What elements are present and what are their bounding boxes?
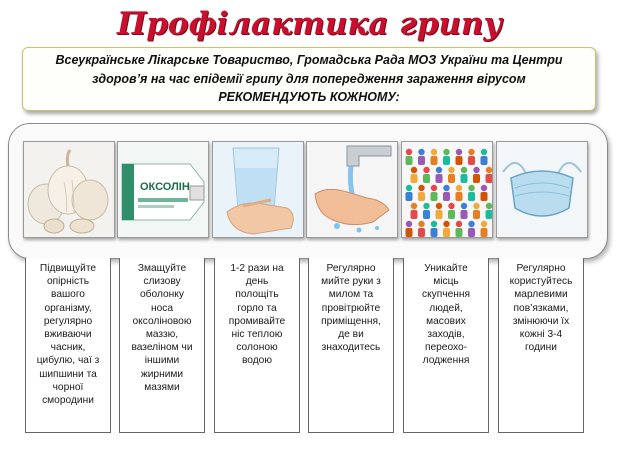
tip-line: цибулю, чаї з	[36, 355, 100, 367]
tip-line: регулярно	[43, 315, 93, 327]
tip-line: мийте руки з	[321, 276, 381, 288]
person-body	[448, 210, 455, 219]
person-head	[418, 185, 424, 191]
person-body	[461, 210, 468, 219]
tip-line: жирними	[140, 368, 184, 380]
person-head	[431, 149, 437, 155]
banner-line-1: Всеукраїнське Лікарське Товариство, Громадська Рада МОЗ України та Центри	[55, 53, 563, 67]
person-head	[406, 149, 412, 155]
person-body	[406, 156, 413, 165]
person-body	[411, 174, 418, 183]
person-head	[411, 203, 417, 209]
ointment-card	[117, 141, 209, 238]
tip-line: вашого	[51, 289, 85, 301]
oxolin-ointment-icon	[118, 142, 208, 237]
person-head	[423, 167, 429, 173]
tip-line: слизову	[143, 276, 181, 288]
person-head	[443, 221, 449, 227]
face-mask-icon	[497, 142, 587, 237]
tip-line: смородини	[42, 395, 94, 407]
recommendation-banner	[22, 47, 596, 111]
person-body	[468, 156, 475, 165]
tip-line: полощіть	[235, 289, 279, 301]
person-body	[481, 192, 488, 201]
person-head	[481, 221, 487, 227]
banner-line-3: РЕКОМЕНДУЮТЬ КОЖНОМУ:	[218, 90, 400, 104]
person-body	[456, 192, 463, 201]
tip-line: пов’язками,	[513, 302, 569, 314]
tip-line: приміщення,	[321, 315, 381, 327]
tip-line: вазеліном чи	[131, 342, 193, 354]
tip-line: день	[245, 276, 269, 288]
tip-line: Регулярно	[326, 263, 376, 274]
person-head	[473, 203, 479, 209]
person-head	[448, 203, 454, 209]
tip-column-1	[25, 258, 111, 433]
person-head	[448, 167, 454, 173]
person-body	[486, 210, 493, 219]
person-body	[473, 210, 480, 219]
person-head	[443, 149, 449, 155]
person-body	[481, 156, 488, 165]
person-head	[443, 185, 449, 191]
person-body	[423, 210, 430, 219]
person-head	[468, 149, 474, 155]
person-head	[418, 221, 424, 227]
person-body	[461, 174, 468, 183]
person-head	[436, 167, 442, 173]
person-body	[436, 210, 443, 219]
tip-line: 1-2 рази на	[230, 263, 284, 274]
person-head	[406, 185, 412, 191]
tip-line: людей,	[429, 302, 463, 314]
ointment-label: ОКСОЛІН	[140, 181, 190, 193]
tip-line: місць	[433, 276, 459, 288]
tip-line: горло та	[237, 302, 277, 314]
person-body	[473, 174, 480, 183]
tip-line: масових	[426, 315, 466, 327]
person-head	[423, 203, 429, 209]
person-body	[431, 192, 438, 201]
person-head	[461, 203, 467, 209]
person-head	[468, 185, 474, 191]
tip-line: Уникайте	[424, 263, 468, 274]
tip-line: знаходитесь	[321, 342, 381, 354]
person-head	[456, 221, 462, 227]
tip-line: скупчення	[421, 289, 471, 301]
person-body	[443, 192, 450, 201]
tip-line: носа	[150, 302, 174, 314]
tip-column-6	[498, 258, 584, 433]
tip-line: солоною	[236, 342, 278, 354]
tip-line: часник,	[50, 342, 86, 354]
person-body	[406, 228, 413, 237]
person-head	[411, 167, 417, 173]
person-head	[481, 149, 487, 155]
tip-line: користуйтесь	[509, 276, 573, 288]
person-body	[406, 192, 413, 201]
person-head	[486, 203, 492, 209]
tip-line: оксоліновою	[132, 315, 192, 327]
person-body	[443, 228, 450, 237]
person-body	[448, 174, 455, 183]
tip-line: організму,	[44, 302, 92, 314]
tip-column-2	[119, 258, 205, 433]
tip-column-4	[308, 258, 394, 433]
person-body	[468, 192, 475, 201]
tip-line: промивайте	[228, 315, 286, 327]
tip-line: провітрюйте	[321, 302, 381, 314]
tip-line: вживаючи	[44, 329, 92, 341]
page-title: Профілактика грипу	[116, 6, 503, 42]
person-body	[468, 228, 475, 237]
tip-line: чорної	[52, 381, 84, 393]
tip-column-5	[403, 258, 489, 433]
person-head	[456, 149, 462, 155]
crowd-icon	[402, 142, 492, 237]
person-head	[431, 221, 437, 227]
person-body	[431, 156, 438, 165]
garlic-icon	[24, 142, 114, 237]
handwash-card	[306, 141, 398, 238]
person-head	[461, 167, 467, 173]
person-body	[436, 174, 443, 183]
tip-line: іншими	[144, 355, 180, 367]
tip-line: марлевими	[514, 289, 568, 301]
person-body	[443, 156, 450, 165]
person-body	[456, 156, 463, 165]
person-body	[486, 174, 493, 183]
tip-line: Змащуйте	[137, 263, 187, 274]
person-body	[481, 228, 488, 237]
tip-line: кожні 3-4	[519, 329, 563, 341]
glass-of-water-icon	[213, 142, 303, 237]
mask-card	[496, 141, 588, 238]
person-head	[481, 185, 487, 191]
person-head	[406, 221, 412, 227]
tip-line: мазями	[144, 381, 180, 393]
person-body	[431, 228, 438, 237]
banner-line-2: здоров’я на час епідемії грипу для попередження зараження вірусом	[92, 71, 526, 86]
tip-line: де ви	[338, 329, 364, 341]
person-body	[418, 228, 425, 237]
tip-line: опірність	[46, 276, 90, 288]
tip-line: оболонку	[140, 289, 184, 301]
person-head	[456, 185, 462, 191]
hand-washing-icon	[307, 142, 397, 237]
garlic-card	[23, 141, 115, 238]
tip-line: лодження	[422, 355, 470, 367]
tip-line: заходів,	[427, 329, 465, 341]
person-body	[418, 192, 425, 201]
tip-line: шипшини та	[39, 368, 97, 380]
person-head	[418, 149, 424, 155]
tip-line: переохо-	[424, 342, 468, 354]
person-head	[436, 203, 442, 209]
tip-line: Підвищуйте	[39, 263, 97, 274]
person-head	[431, 185, 437, 191]
tip-line: години	[525, 342, 557, 354]
water-card	[212, 141, 304, 238]
tip-line: милом та	[328, 289, 374, 301]
crowd-card	[401, 141, 493, 238]
tip-column-3	[214, 258, 300, 433]
tip-line: Регулярно	[516, 263, 566, 274]
tip-line: ніс теплою	[231, 329, 283, 341]
tip-line: маззю,	[145, 329, 179, 341]
person-head	[473, 167, 479, 173]
tip-line: змінюючи їх	[512, 315, 570, 327]
person-body	[456, 228, 463, 237]
person-body	[411, 210, 418, 219]
person-head	[468, 221, 474, 227]
person-body	[423, 174, 430, 183]
person-body	[418, 156, 425, 165]
tip-line: водою	[242, 355, 272, 367]
person-head	[486, 167, 492, 173]
